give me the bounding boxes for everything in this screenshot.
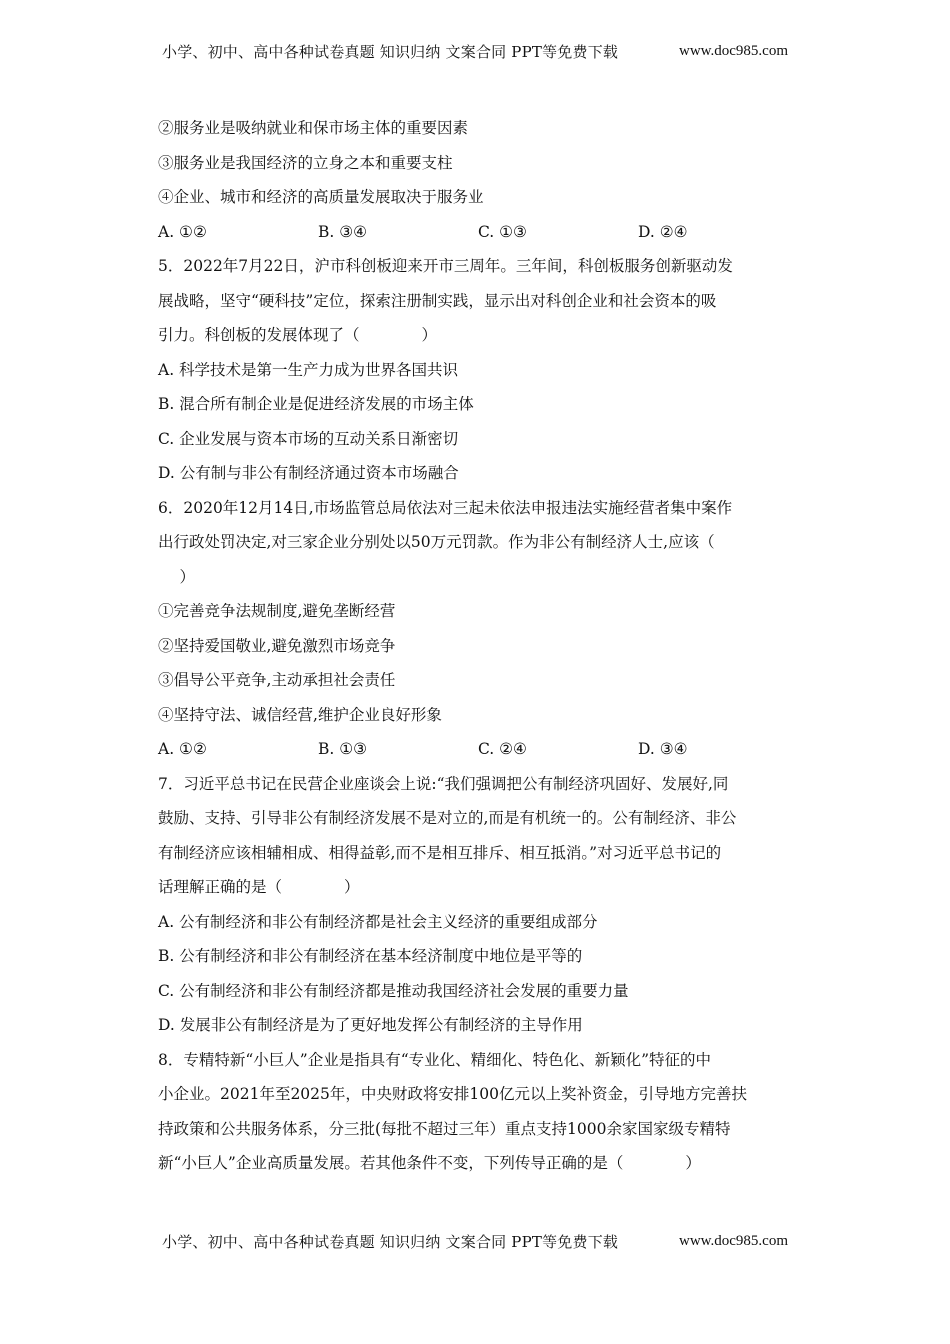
footer-text: 小学、初中、高中各种试卷真题 知识归纳 文案合同 PPT等免费下载 [162, 1232, 619, 1251]
option-a: A. ①② [158, 740, 207, 758]
statement: ①完善竞争法规制度,避免垄断经营 [158, 602, 396, 620]
question-text: ） [164, 567, 196, 586]
question-6 [158, 494, 798, 770]
question-text: 话理解正确的是（ ） [158, 878, 360, 896]
question-text: 6．2020年12月14日,市场监管总局依法对三起未依法申报违法实施经营者集中案作 [158, 498, 733, 517]
question-text: 7．习近平总书记在民营企业座谈会上说:“我们强调把公有制经济巩固好、发展好,同 [158, 774, 729, 793]
option-c: C. 公有制经济和非公有制经济都是推动我国经济社会发展的重要力量 [158, 981, 629, 1000]
page-header [162, 40, 788, 62]
option-c: C. ②④ [478, 740, 527, 758]
question-text: 新“小巨人”企业高质量发展。若其他条件不变，下列传导正确的是（ ） [158, 1154, 701, 1172]
header-url[interactable]: www.doc985.com [678, 42, 788, 59]
option-c: C. 企业发展与资本市场的互动关系日渐密切 [158, 429, 459, 448]
question-4-tail [158, 114, 798, 252]
question-7 [158, 770, 798, 1046]
document-body [158, 114, 798, 1184]
statement: ④坚持守法、诚信经营,维护企业良好形象 [158, 705, 442, 724]
statement: ④企业、城市和经济的高质量发展取决于服务业 [158, 188, 484, 206]
header-text: 小学、初中、高中各种试卷真题 知识归纳 文案合同 PPT等免费下载 [162, 42, 619, 61]
option-b: B. ③④ [318, 222, 368, 241]
question-text: 持政策和公共服务体系，分三批(每批不超过三年）重点支持1000余家国家级专精特 [158, 1119, 731, 1138]
option-a: A. ①② [158, 222, 207, 241]
answer-options-row [158, 735, 798, 770]
option-d: D. ③④ [638, 740, 688, 758]
question-text: 展战略，坚守“硬科技”定位，探索注册制实践，显示出对科创企业和社会资本的吸 [158, 291, 717, 310]
question-text: 有制经济应该相辅相成、相得益彰,而不是相互排斥、相互抵消。”对习近平总书记的 [158, 843, 722, 862]
option-b: B. ①③ [318, 740, 368, 758]
option-b: B. 公有制经济和非公有制经济在基本经济制度中地位是平等的 [158, 947, 583, 965]
option-d: D. ②④ [638, 222, 688, 241]
option-c: C. ①③ [478, 222, 527, 241]
answer-options-row [158, 218, 798, 253]
statement: ③服务业是我国经济的立身之本和重要支柱 [158, 153, 453, 172]
question-5 [158, 252, 798, 494]
question-text: 鼓励、支持、引导非公有制经济发展不是对立的,而是有机统一的。公有制经济、非公 [158, 809, 737, 827]
statement: ②坚持爱国敬业,避免激烈市场竞争 [158, 636, 396, 655]
statement: ②服务业是吸纳就业和保市场主体的重要因素 [158, 119, 469, 137]
option-a: A. 公有制经济和非公有制经济都是社会主义经济的重要组成部分 [158, 912, 598, 931]
question-8 [158, 1046, 798, 1184]
option-b: B. 混合所有制企业是促进经济发展的市场主体 [158, 395, 474, 413]
statement: ③倡导公平竞争,主动承担社会责任 [158, 671, 396, 689]
question-text: 出行政处罚决定,对三家企业分别处以50万元罚款。作为非公有制经济人士,应该（ [158, 533, 715, 551]
question-text: 引力。科创板的发展体现了（ ） [158, 326, 438, 344]
question-text: 5．2022年7月22日，沪市科创板迎来开市三周年。三年间，科创板服务创新驱动发 [158, 257, 733, 275]
option-d: D. 公有制与非公有制经济通过资本市场融合 [158, 464, 459, 482]
question-text: 8．专精特新“小巨人”企业是指具有“专业化、精细化、特色化、新颖化”特征的中 [158, 1050, 712, 1069]
footer-url[interactable]: www.doc985.com [678, 1232, 788, 1249]
option-d: D. 发展非公有制经济是为了更好地发挥公有制经济的主导作用 [158, 1016, 583, 1034]
page-footer [162, 1230, 788, 1252]
question-text: 小企业。2021年至2025年，中央财政将安排100亿元以上奖补资金，引导地方完善扶 [158, 1085, 747, 1103]
option-a: A. 科学技术是第一生产力成为世界各国共识 [158, 360, 459, 379]
